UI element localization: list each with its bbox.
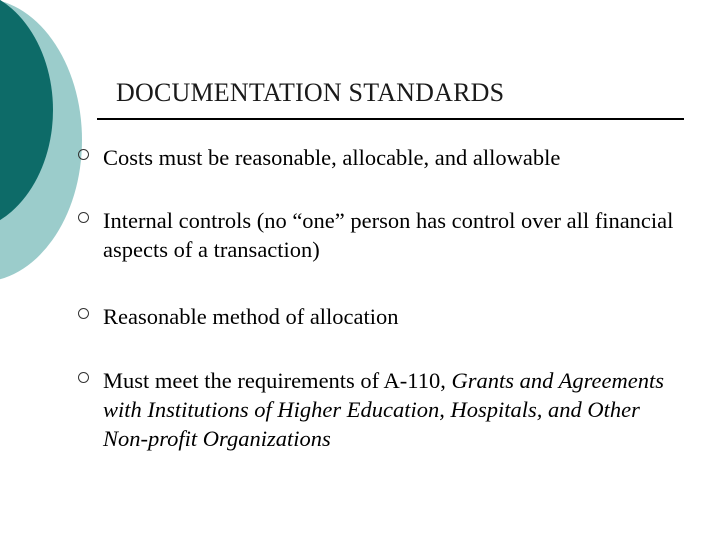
bullet-text (103, 366, 678, 453)
bullet-text-italic: Grants and Agreements with Institutions of Higher Education, Hospitals, and Other Non-profit Organizations (103, 368, 664, 451)
bullet-text-plain: Must meet the requirements of A-110, (103, 368, 452, 393)
title-underline (97, 118, 684, 120)
hollow-circle-icon (78, 372, 89, 383)
hollow-circle-icon (78, 212, 89, 223)
hollow-circle-icon (78, 308, 89, 319)
hollow-circle-icon (78, 149, 89, 160)
slide-title: DOCUMENTATION STANDARDS (116, 78, 505, 107)
bullet-text: Costs must be reasonable, allocable, and allowable (103, 145, 561, 170)
bullet-text: Internal controls (no “one” person has control over all financial aspects of a transaction) (103, 208, 674, 262)
bullet-text: Reasonable method of allocation (103, 304, 399, 329)
